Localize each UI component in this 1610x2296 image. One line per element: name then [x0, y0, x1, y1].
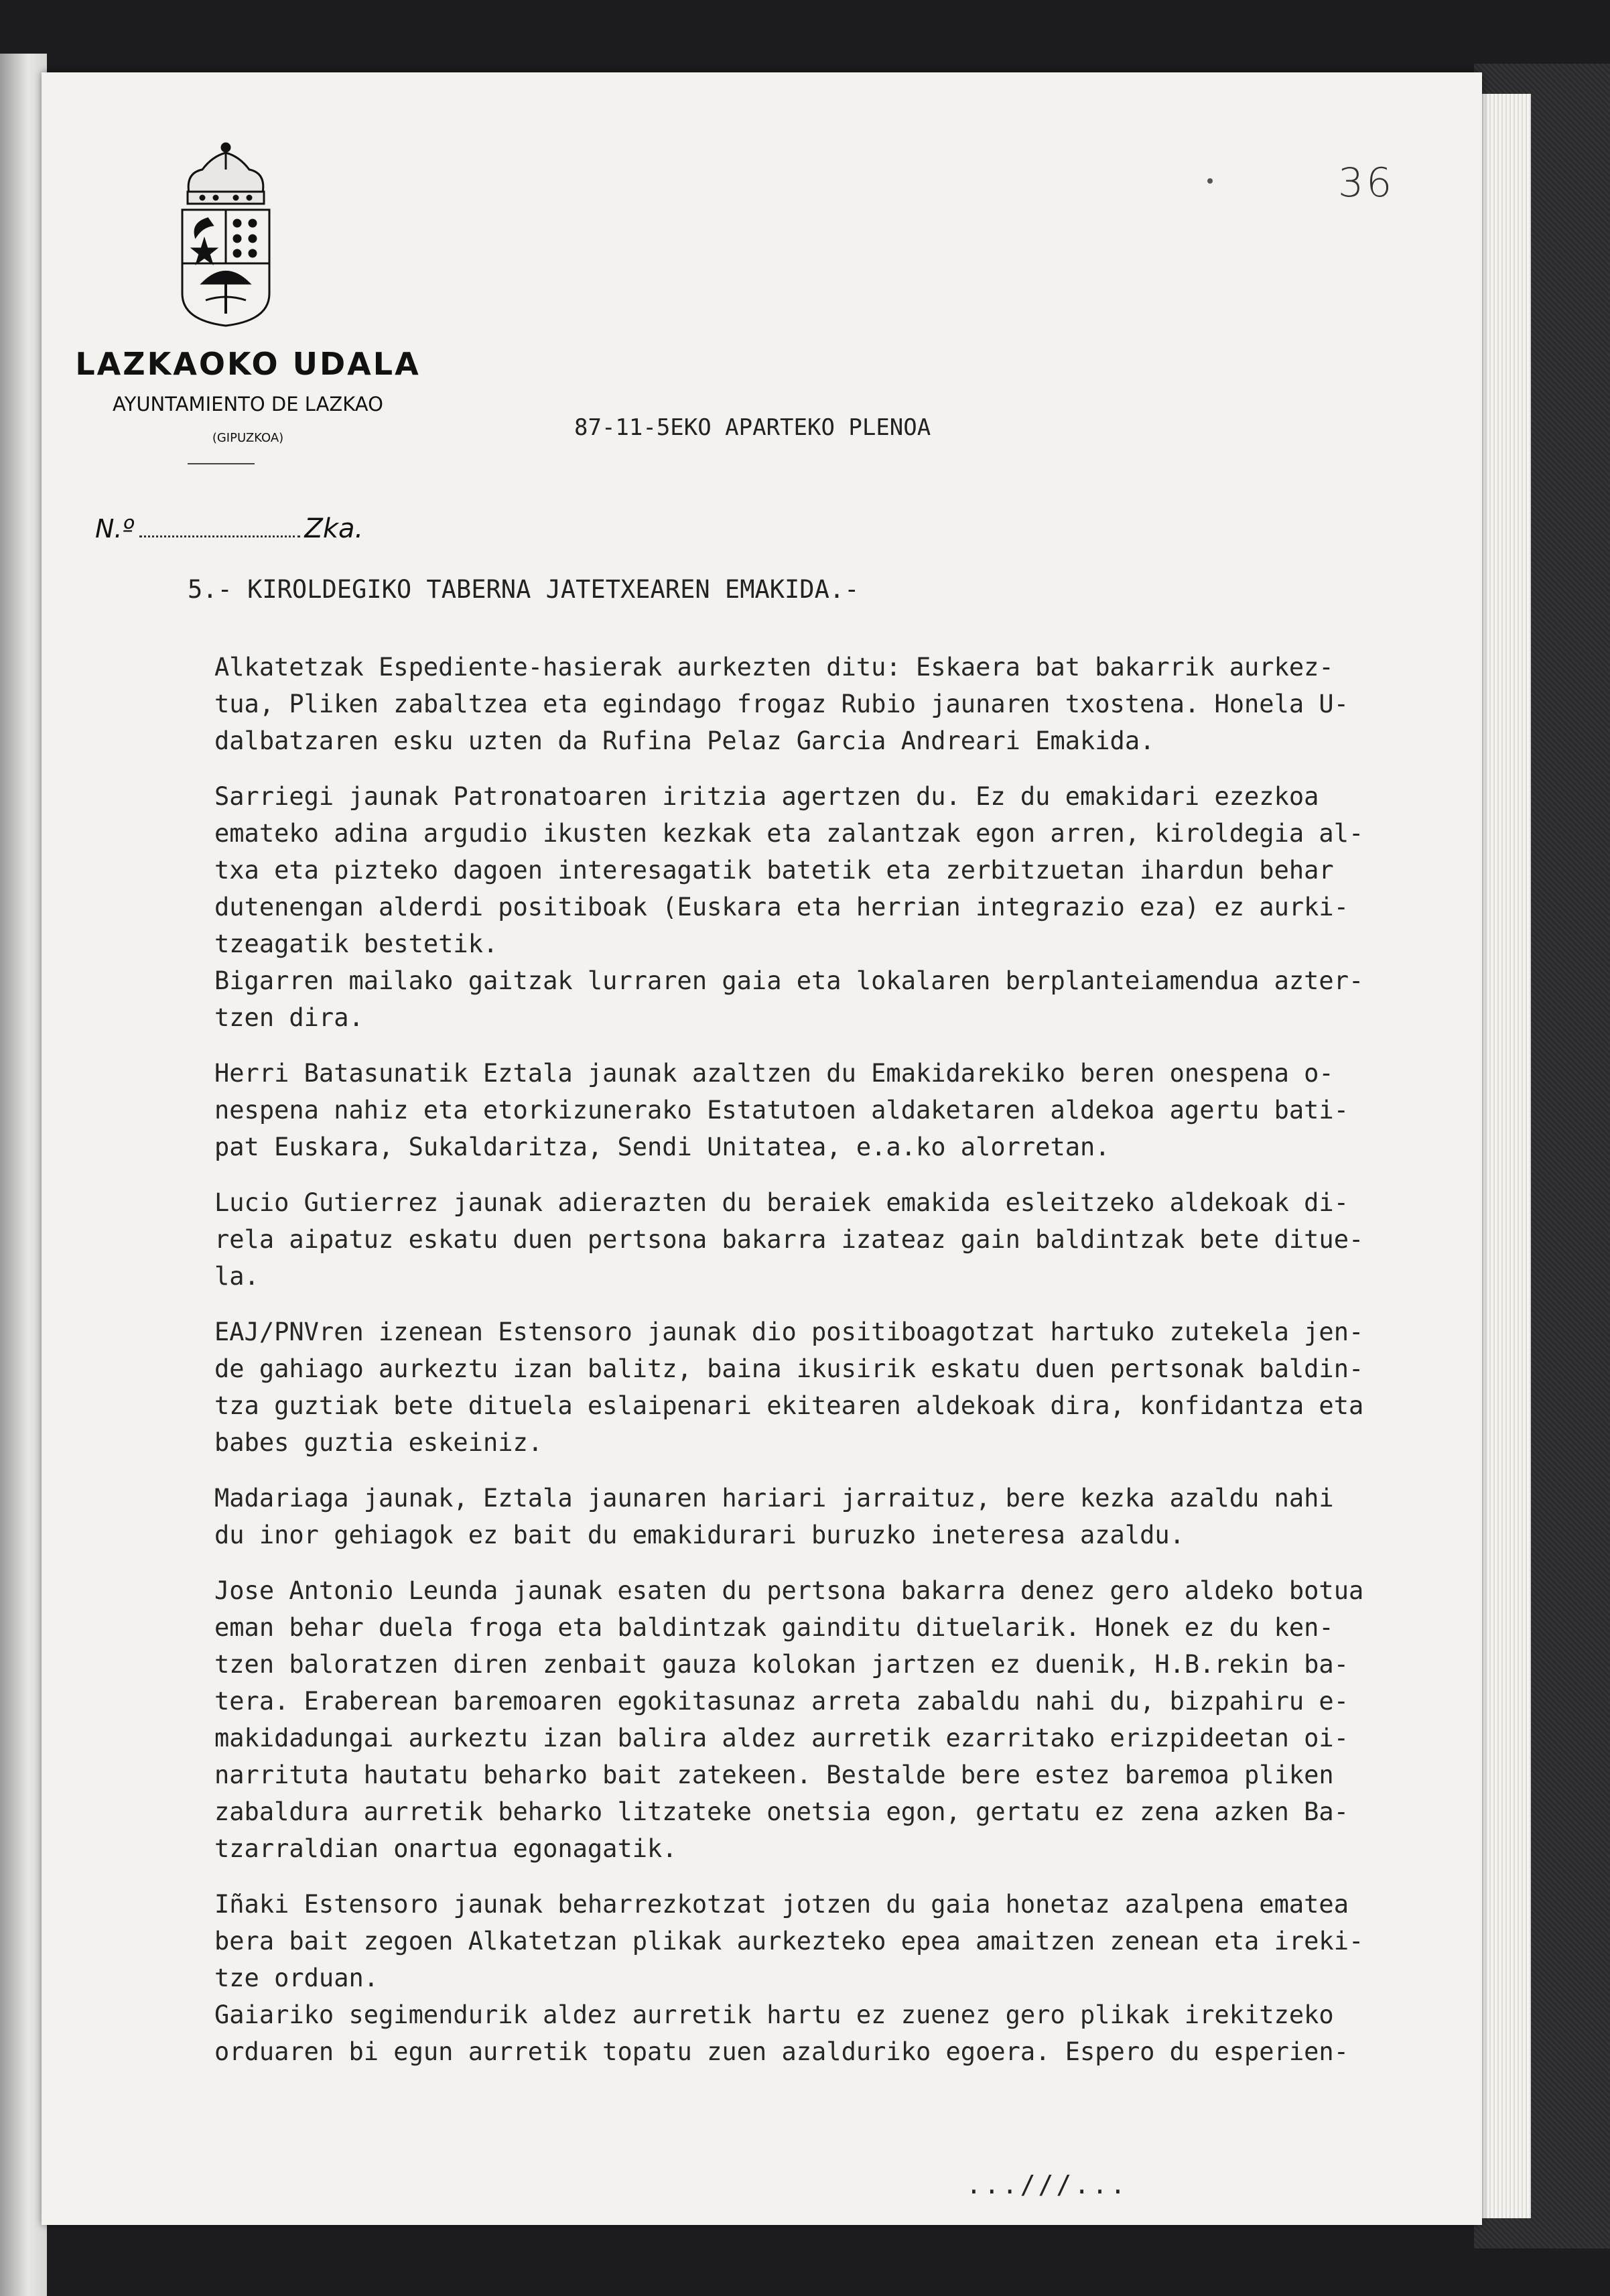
paragraph: EAJ/PNVren izenean Estensoro jaunak dio positiboagotzat hartuko zutekela jen- de gahiago aurkeztu izan balitz, baina ikusirik eskatu duen pertsonak baldin- tza guztiak bete dituela eslaipenari ekitearen aldekoak dira, konfidantza eta babes guztia eskeiniz. — [214, 1318, 1364, 1457]
municipality-name-es: AYUNTAMIENTO DE LAZKAO — [113, 393, 383, 416]
minutes-body — [214, 649, 1501, 2089]
section-heading: 5.- KIROLDEGIKO TABERNA JATETXEAREN EMAKIDA.- — [188, 575, 860, 604]
paragraph: Madariaga jaunak, Eztala jaunaren hariari jarraituz, bere kezka azaldu nahi du inor gehiagok ez bait du emakidurari buruzko ineteresa azaldu. — [214, 1484, 1334, 1549]
coat-of-arms-icon — [176, 139, 276, 327]
municipality-name: LAZKAOKO UDALA — [75, 346, 421, 382]
province-label: (GIPUZKOA) — [212, 431, 284, 445]
paragraph: Lucio Gutierrez jaunak adierazten du beraiek emakida esleitzeko aldekoak di- rela aipatuz eskatu duen pertsona bakarra izateaz gain baldintzak bete ditue- la. — [214, 1188, 1364, 1291]
number-suffix: Zka. — [304, 513, 364, 544]
paragraph: Sarriegi jaunak Patronatoaren iritzia agertzen du. Ez du emakidari ezezkoa emateko adina argudio ikusten kezkak eta zalantzak egon arren, kiroldegia al- txa eta pizteko dagoen interesagatik batetik eta zerbitzuetan ihardun behar dutenengan alderdi positiboak (Euskara eta herrian integrazio eza) ez aurki- tzeagatik bestetik. Bigarren mailako gaitzak lurraren gaia eta lokalaren berplanteiamendua azter- tzen dira. — [214, 782, 1364, 1032]
paragraph: Herri Batasunatik Eztala jaunak azaltzen du Emakidarekiko beren onespena o- nespena nahiz eta etorkizunerako Estatutoen aldaketaren aldekoa agertu bati- pat Euskara, Sukaldaritza, Sendi Unitatea, e.a.ko alorretan. — [214, 1059, 1349, 1161]
session-title: 87-11-5EKO APARTEKO PLENOA — [574, 414, 931, 441]
ink-dot — [1207, 178, 1213, 184]
paragraph: Alkatetzak Espediente-hasierak aurkezten ditu: Eskaera bat bakarrik aurkez- tua, Pliken zabaltzea eta egindago frogaz Rubio jaunaren txostena. Honela U- dalbatzaren esku uzten da Rufina Pelaz Garcia Andreari Emakida. — [214, 653, 1349, 755]
page-number: 36 — [1338, 160, 1395, 206]
paragraph: Jose Antonio Leunda jaunak esaten du pertsona bakarra denez gero aldeko botua eman behar duela froga eta baldintzak gainditu dituelarik. Honek ez du ken- tzen baloratzen diren zenbait gauza kolokan jartzen ez duenik, H.B.rekin ba- tera. Eraberean baremoaren egokitasunaz arreta zabaldu nahi du, bizpahiru e- makidadungai aurkeztu izan balira aldez aurretik ezarritako erizpideetan oi- narrituta hautatu beharko bait zatekeen. Bestalde bere estez baremoa pliken zabaldura aurretik beharko litzateke onetsia egon, gertatu ez zena azken Ba- tzarraldian onartua egonagatik. — [214, 1576, 1364, 1863]
divider — [188, 463, 255, 464]
number-label: N.º — [95, 514, 135, 544]
adjacent-page-edge — [0, 54, 47, 2296]
number-field — [95, 513, 363, 544]
continuation-mark: ...///... — [966, 2170, 1128, 2199]
document-page — [42, 72, 1482, 2225]
number-dotted-line — [139, 535, 300, 537]
paragraph: Iñaki Estensoro jaunak beharrezkotzat jotzen du gaia honetaz azalpena ematea bera bait zegoen Alkatetzan plikak aurkezteko epea amaitzen zenean eta ireki- tze orduan. Gaiariko segimendurik aldez aurretik hartu ez zuenez gero plikak irekitzeko orduaren bi egun aurretik topatu zuen azalduriko egoera. Espero du esperien- — [214, 1890, 1364, 2066]
